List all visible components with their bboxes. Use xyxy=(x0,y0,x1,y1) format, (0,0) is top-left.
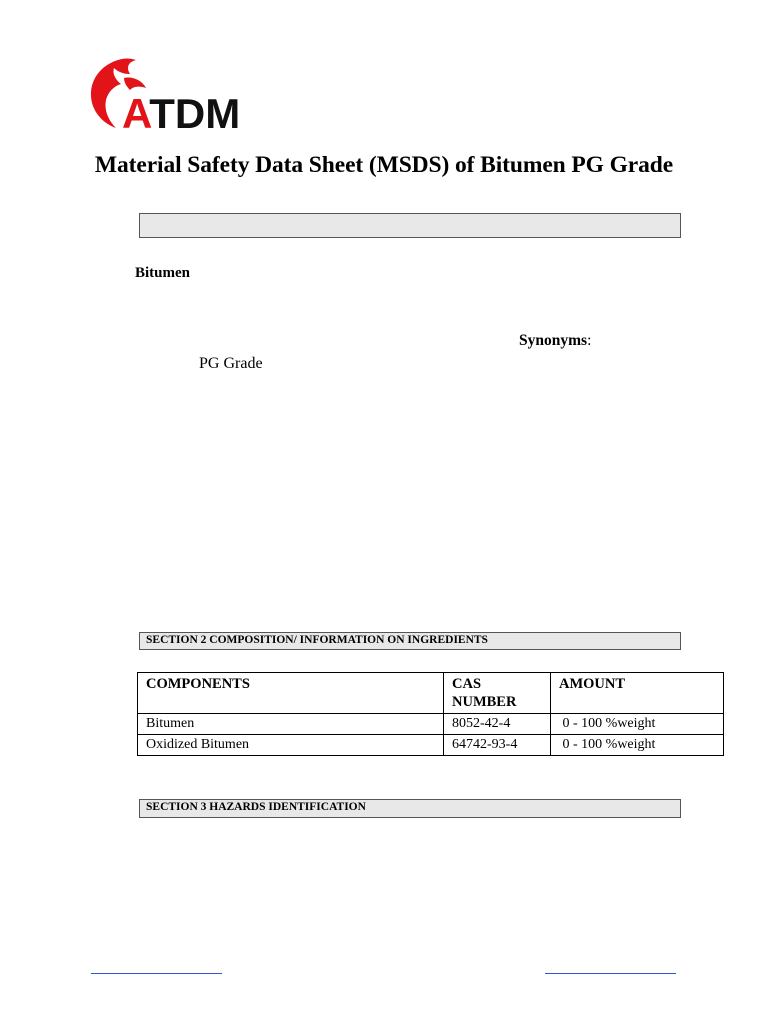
ingredients-table xyxy=(137,672,724,756)
column-header-amount: AMOUNT xyxy=(551,673,724,714)
amount-cell: 0 - 100 %weight xyxy=(551,714,724,735)
footer-link-right[interactable] xyxy=(545,973,676,974)
document-title: Material Safety Data Sheet (MSDS) of Bitumen PG Grade xyxy=(94,152,674,178)
section-3-header: SECTION 3 HAZARDS IDENTIFICATION xyxy=(139,799,681,818)
table-row xyxy=(138,735,724,756)
section-2-header: SECTION 2 COMPOSITION/ INFORMATION ON INGREDIENTS xyxy=(139,632,681,650)
column-header-cas-number: CAS NUMBER xyxy=(444,673,551,714)
table-row xyxy=(138,714,724,735)
section-1-header xyxy=(139,213,681,238)
cas-number-cell: 8052-42-4 xyxy=(444,714,551,735)
footer-link-left[interactable] xyxy=(91,973,222,974)
atdm-logo xyxy=(88,56,278,134)
synonyms-value: PG Grade xyxy=(199,355,263,372)
component-cell: Oxidized Bitumen xyxy=(138,735,444,756)
cas-number-cell: 64742-93-4 xyxy=(444,735,551,756)
component-cell: Bitumen xyxy=(138,714,444,735)
amount-cell: 0 - 100 %weight xyxy=(551,735,724,756)
synonyms-label: Synonyms: xyxy=(519,332,592,349)
logo-wordmark: ATDM xyxy=(122,90,241,134)
column-header-components: COMPONENTS xyxy=(138,673,444,714)
table-header-row xyxy=(138,673,724,714)
product-name: Bitumen xyxy=(135,265,191,281)
